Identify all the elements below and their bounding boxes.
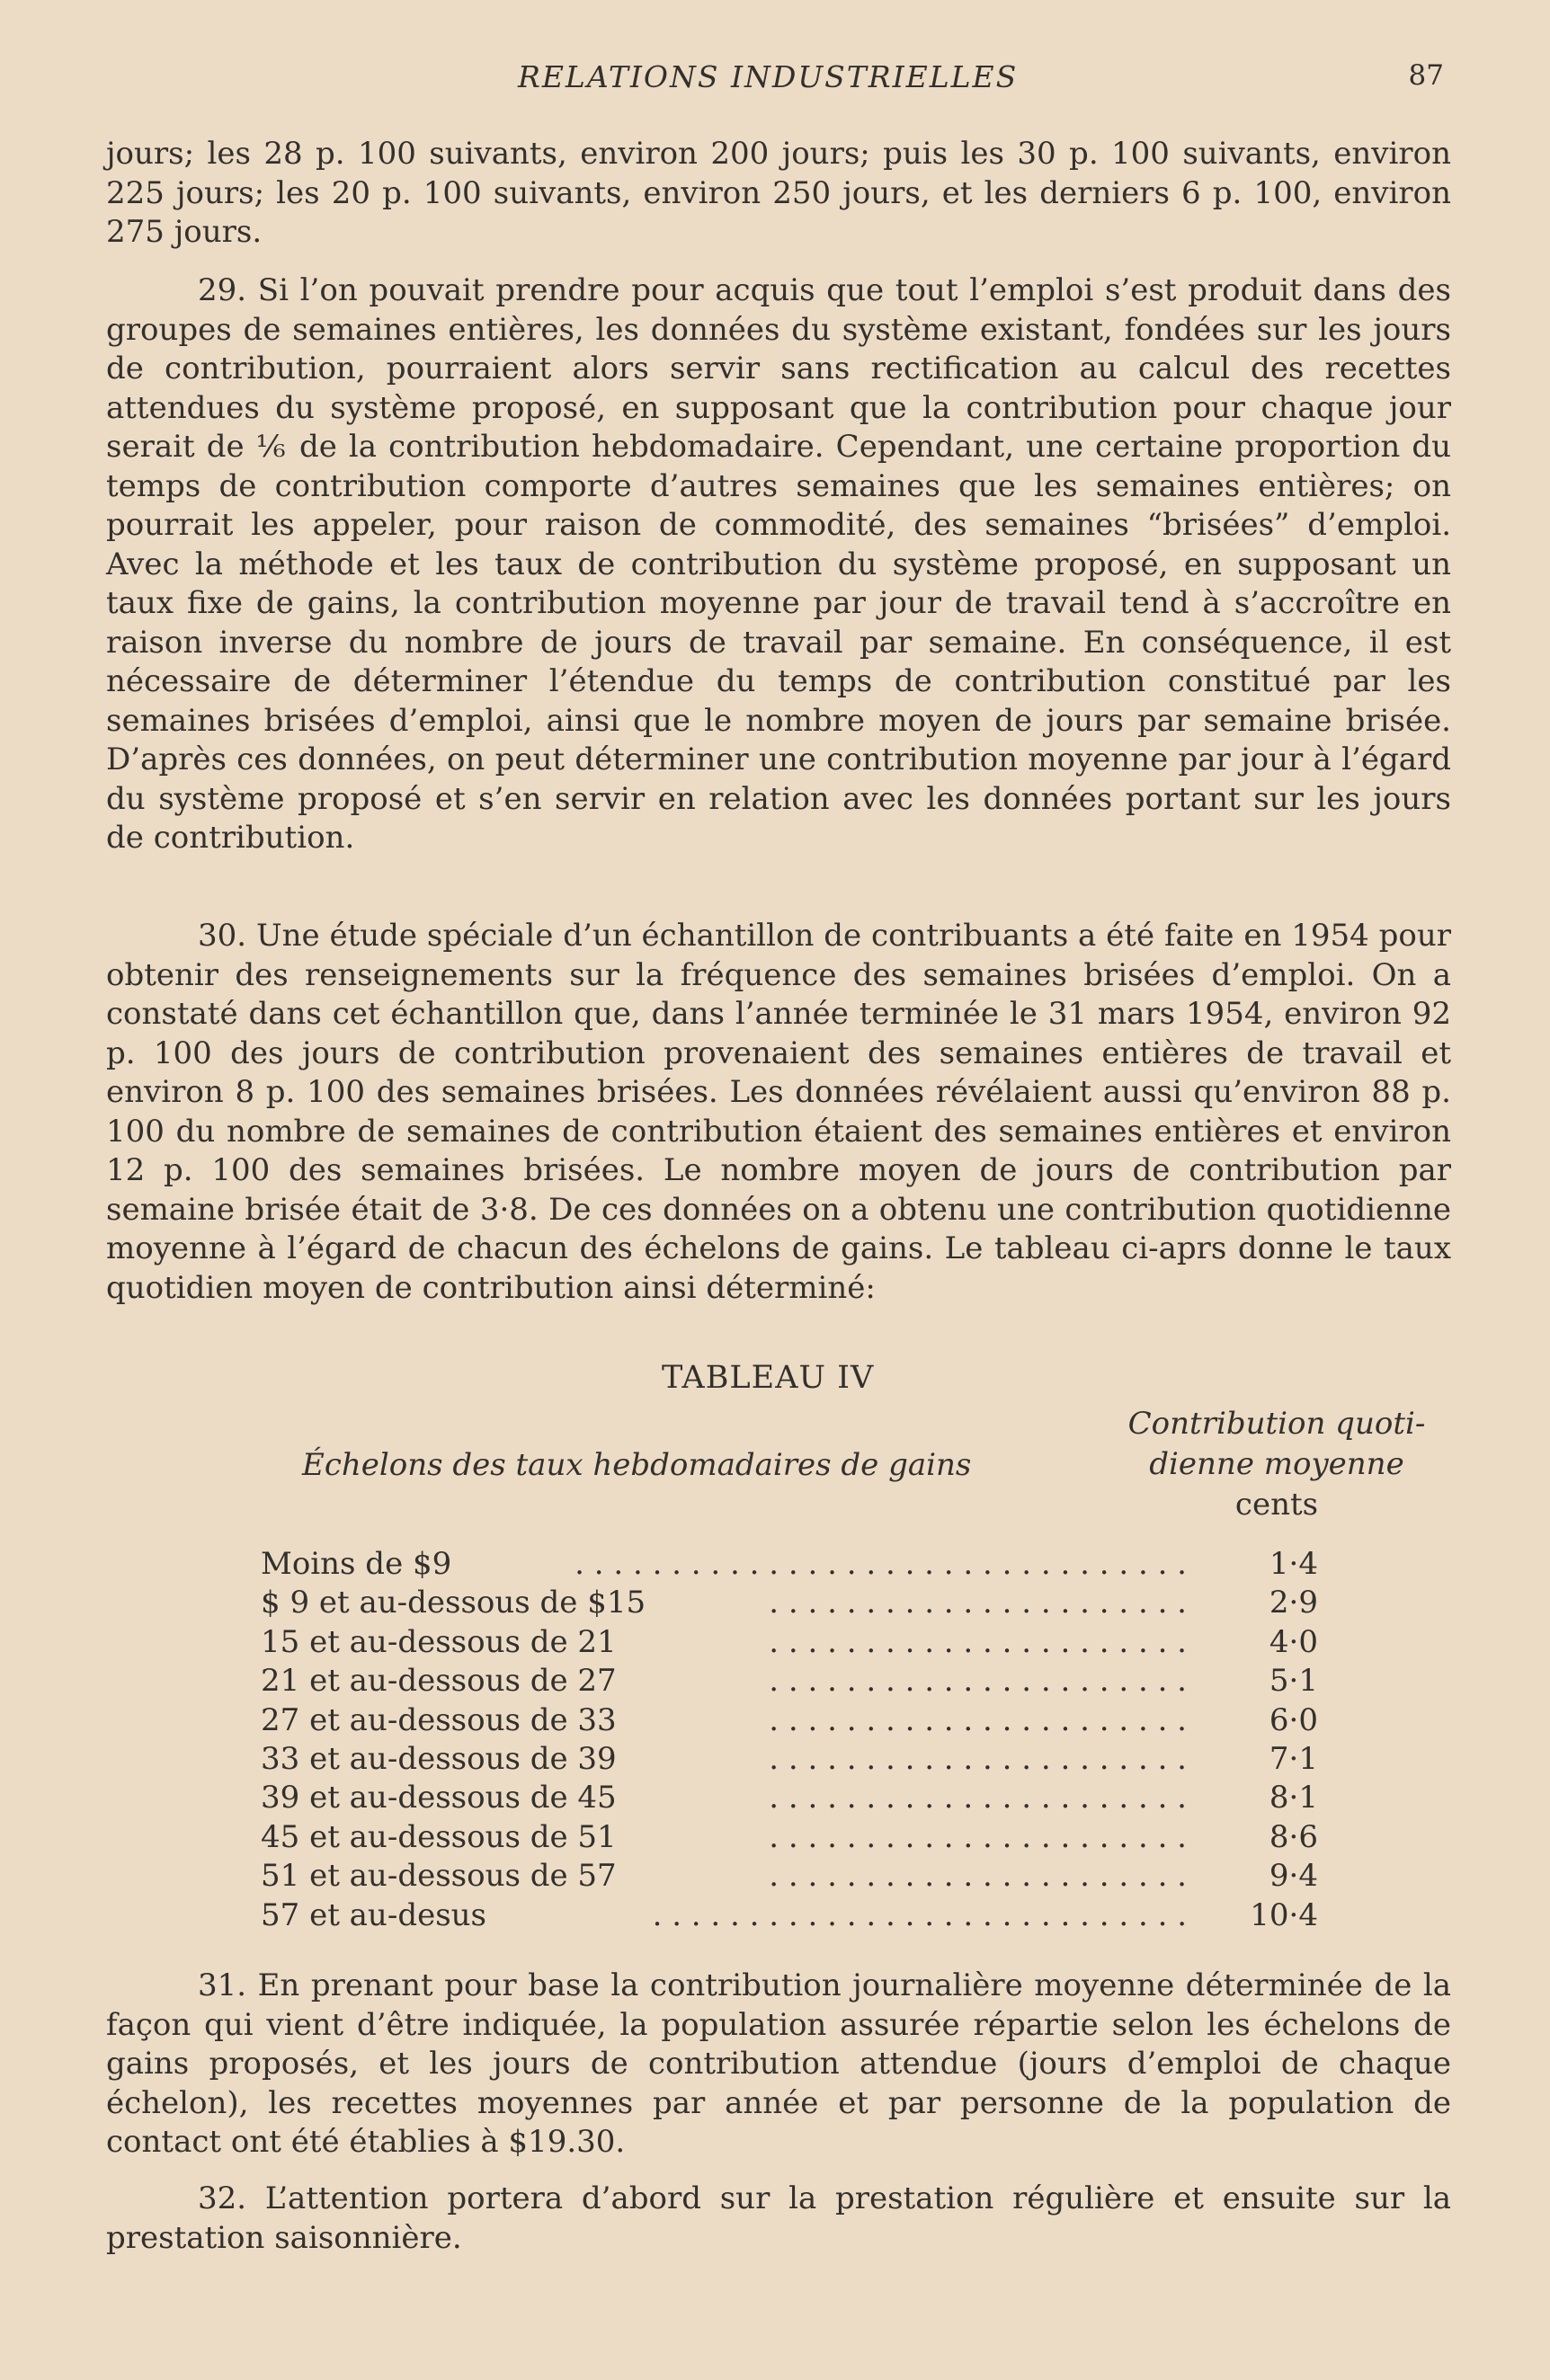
table-row xyxy=(261,1819,1403,1858)
row-value: 7·1 xyxy=(1269,1740,1318,1777)
table-row xyxy=(261,1858,1403,1896)
row-value: 8·1 xyxy=(1269,1780,1318,1816)
row-label: Moins de $9 xyxy=(261,1546,452,1582)
page-number: 87 xyxy=(1408,59,1444,92)
table-row xyxy=(261,1702,1403,1741)
leader-dots: . . . . . . . . . . . . . . . . . . . . . . xyxy=(769,1780,1187,1816)
row-label: 39 et au-dessous de 45 xyxy=(261,1780,617,1816)
table-title: TABLEAU IV xyxy=(662,1360,875,1396)
table-row xyxy=(261,1897,1403,1936)
leader-dots: . . . . . . . . . . . . . . . . . . . . . . xyxy=(769,1701,1187,1738)
paragraph-29: 29. Si l’on pouvait prendre pour acquis que tout l’emploi s’est produit dans des groupes de semaines entières, les données du système existant, fondées sur les jours de contribution, pourraient alors servir sans rectification au calcul des recettes attendues du système proposé, en supposant que la contribution pour chaque jour serait de ⅙ de la contribution hebdomadaire. Cependant, une certaine proportion du temps de contribution comporte d’autres semaines que les semaines entières; on pourrait les appeler, pour raison de commodité, des semaines “brisées” d’emploi. Avec la méthode et les taux de contribution du système proposé, en supposant un taux fixe de gains, la contribution moyenne par jour de travail tend à s’accroître en raison inverse du nombre de jours de travail par semaine. En conséquence, il est nécessaire de déterminer l’étendue du temps de contribution constitué par les semaines brisées d’emploi, ainsi que le nombre moyen de jours par semaine brisée. D’après ces données, on peut déterminer une contribution moyenne par jour à l’égard du système proposé et s’en servir en relation avec les données portant sur les jours de contribution. xyxy=(106,272,1451,856)
leader-dots: . . . . . . . . . . . . . . . . . . . . . . xyxy=(769,1585,1187,1621)
row-value: 10·4 xyxy=(1250,1896,1318,1933)
paragraph-31: 31. En prenant pour base la contribution journalière moyenne déterminée de la façon qui vient d’être indiquée, la population assurée répartie selon les échelons de gains proposés, et les jours de contribution attendue (jours d’emploi de chaque échelon), les recettes moyennes par année et par personne de la population de contact ont été établies à $19.30. xyxy=(106,1967,1451,2160)
column-header-line-2: dienne moyenne xyxy=(1149,1446,1404,1482)
row-label: $ 9 et au-dessous de $15 xyxy=(261,1585,646,1621)
row-label: 27 et au-dessous de 33 xyxy=(261,1701,617,1738)
leader-dots: . . . . . . . . . . . . . . . . . . . . . . xyxy=(769,1623,1187,1660)
table-row xyxy=(261,1624,1403,1663)
row-label: 15 et au-dessous de 21 xyxy=(261,1623,617,1660)
row-label: 45 et au-dessous de 51 xyxy=(261,1818,617,1855)
row-label: 51 et au-dessous de 57 xyxy=(261,1858,617,1895)
table-column-header-rates: Échelons des taux hebdomadaires de gains xyxy=(302,1447,972,1483)
table-row xyxy=(261,1546,1403,1585)
leader-dots: . . . . . . . . . . . . . . . . . . . . . . . . . . . . xyxy=(652,1896,1187,1933)
running-title: RELATIONS INDUSTRIELLES xyxy=(518,59,1019,94)
table-row xyxy=(261,1663,1403,1701)
table-body xyxy=(261,1546,1403,1936)
row-value: 1·4 xyxy=(1269,1546,1318,1582)
column-header-line-1: Contribution quoti- xyxy=(1127,1406,1426,1442)
row-label: 57 et au-desus xyxy=(261,1896,486,1933)
table-row xyxy=(261,1741,1403,1780)
row-value: 5·1 xyxy=(1269,1663,1318,1700)
leader-dots: . . . . . . . . . . . . . . . . . . . . . . xyxy=(769,1858,1187,1895)
table-row xyxy=(261,1585,1403,1623)
leader-dots: . . . . . . . . . . . . . . . . . . . . . . xyxy=(769,1740,1187,1777)
row-value: 2·9 xyxy=(1269,1585,1318,1621)
row-value: 4·0 xyxy=(1269,1623,1318,1660)
page-header xyxy=(104,59,1444,104)
leader-dots: . . . . . . . . . . . . . . . . . . . . . . xyxy=(769,1663,1187,1700)
table-row xyxy=(261,1780,1403,1818)
paragraph-32: 32. L’attention portera d’abord sur la prestation régulière et ensuite sur la prestation saisonnière. xyxy=(106,2180,1451,2256)
leader-dots: . . . . . . . . . . . . . . . . . . . . . . xyxy=(769,1818,1187,1855)
row-label: 33 et au-dessous de 39 xyxy=(261,1740,617,1777)
row-value: 6·0 xyxy=(1269,1701,1318,1738)
column-header-unit: cents xyxy=(1234,1487,1319,1523)
row-value: 9·4 xyxy=(1269,1858,1318,1895)
row-label: 21 et au-dessous de 27 xyxy=(261,1663,617,1700)
row-value: 8·6 xyxy=(1269,1818,1318,1855)
table-column-header-contribution xyxy=(1106,1404,1448,1525)
paragraph-30: 30. Une étude spéciale d’un échantillon de contribuants a été faite en 1954 pour obtenir des renseignements sur la fréquence des semaines brisées d’emploi. On a constaté dans cet échantillon que, dans l’année terminée le 31 mars 1954, environ 92 p. 100 des jours de contribution provenaient des semaines entières de travail et environ 8 p. 100 des semaines brisées. Les données révélaient aussi qu’environ 88 p. 100 du nombre de semaines de contribution étaient des semaines entières et environ 12 p. 100 des semaines brisées. Le nombre moyen de jours de contribution par semaine brisée était de 3·8. De ces données on a obtenu une contribution quotidienne moyenne à l’égard de chacun des échelons de gains. Le tableau ci-aprs donne le taux quotidien moyen de contribution ainsi déterminé: xyxy=(106,918,1451,1306)
paragraph-continued: jours; les 28 p. 100 suivants, environ 200 jours; puis les 30 p. 100 suivants, environ 225 jours; les 20 p. 100 suivants, environ 250 jours, et les derniers 6 p. 100, environ 275 jours. xyxy=(106,136,1451,250)
leader-dots: . . . . . . . . . . . . . . . . . . . . . . . . . . . . . . . . xyxy=(575,1546,1187,1582)
